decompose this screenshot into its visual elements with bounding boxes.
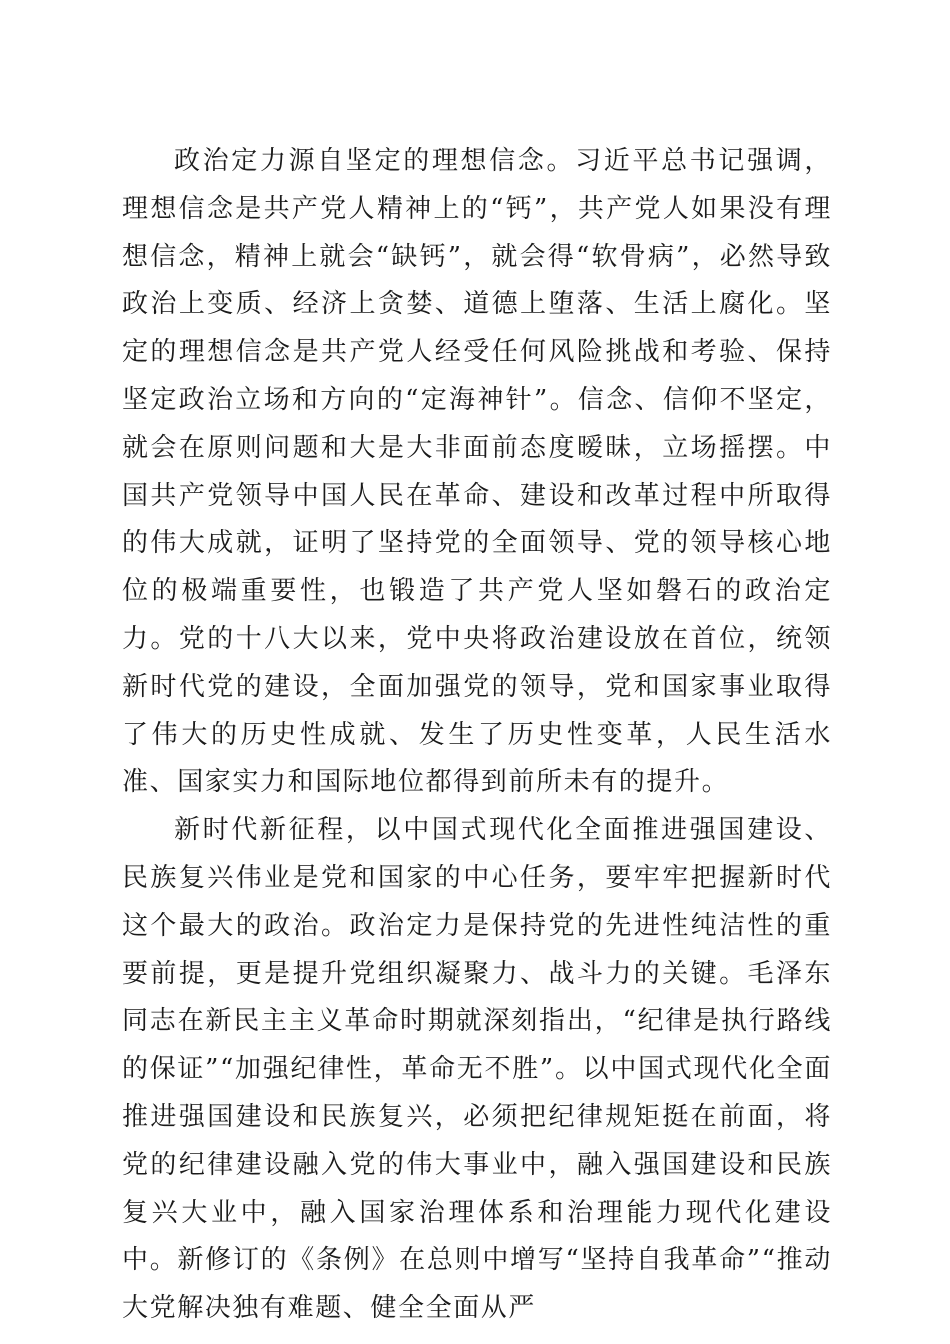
paragraph-1: 政治定力源自坚定的理想信念。习近平总书记强调，理想信念是共产党人精神上的“钙”，共产党人如果没有理想信念，精神上就会“缺钙”，就会得“软骨病”，必然导致政治上变质、经济上贪婪、道德上堕落、生活上腐化。坚定的理想信念是共产党人经受任何风险挑战和考验、保持坚定政治立场和方向的“定海神针”。信念、信仰不坚定，就会在原则问题和大是大非面前态度暧昧，立场摇摆。中国共产党领导中国人民在革命、建设和改革过程中所取得的伟大成就，证明了坚持党的全面领导、党的领导核心地位的极端重要性，也锻造了共产党人坚如磐石的政治定力。党的十八大以来，党中央将政治建设放在首位，统领新时代党的建设，全面加强党的领导，党和国家事业取得了伟大的历史性成就、发生了历史性变革，人民生活水准、国家实力和国际地位都得到前所未有的提升。 [122, 146, 832, 798]
paragraph-2: 新时代新征程，以中国式现代化全面推进强国建设、民族复兴伟业是党和国家的中心任务，要牢牢把握新时代这个最大的政治。政治定力是保持党的先进性纯洁性的重要前提，更是提升党组织凝聚力、战斗力的关键。毛泽东同志在新民主主义革命时期就深刻指出，“纪律是执行路线的保证”“加强纪律性，革命无不胜”。以中国式现代化全面推进强国建设和民族复兴，必须把纪律规矩挺在前面，将党的纪律建设融入党的伟大事业中，融入强国建设和民族复兴大业中，融入国家治理体系和治理能力现代化建设中。新修订的《条例》在总则中增写“坚持自我革命”“推动大党解决独有难题、健全全面从严 [122, 815, 832, 1324]
body-text [122, 138, 832, 1333]
